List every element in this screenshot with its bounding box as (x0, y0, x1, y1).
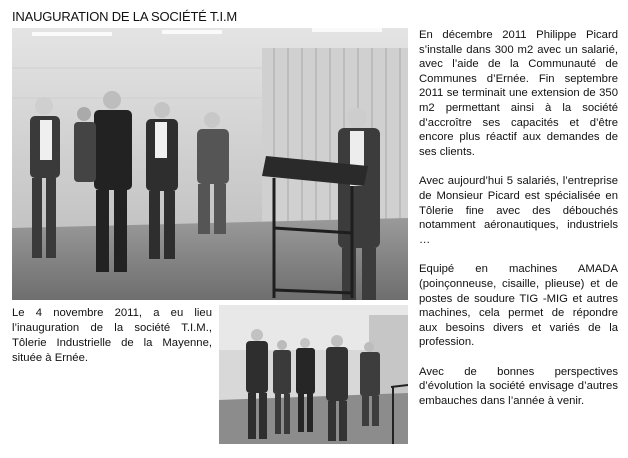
inauguration-group-photo (12, 28, 408, 300)
article-paragraph: Avec de bonnes perspectives d’évolution la société envisage d’autres embauches dans l’année à venir. (419, 365, 618, 408)
article-paragraph: Avec aujourd’hui 5 salariés, l’entreprise de Monsieur Picard est spécialisée en Tôlerie fine avec des débouchés notamment aéronautiques, industriels … (419, 175, 618, 246)
article-paragraph: Equipé en machines AMADA (poinçonneuse, cisaille, plieuse) et de postes de soudure TIG -MIG et autres machines, cela permet de répondre aux besoins divers et variés de la profession. (419, 263, 618, 349)
article-title: INAUGURATION DE LA SOCIÉTÉ T.I.M (12, 9, 237, 24)
photo-caption: Le 4 novembre 2011, a eu lieu l’inauguration de la société T.I.M., Tôlerie Industrielle de la Mayenne, située à Ernée. (12, 307, 212, 364)
inauguration-visit-photo (219, 305, 408, 444)
article-paragraph: En décembre 2011 Philippe Picard s’installe dans 300 m2 avec un salarié, avec l’aide de la Communauté de Communes d’Ernée. Fin septembre 2011 se terminait une extension de 350 m2 permettant ainsi à la société d’accroître ses capacités et d’être encore plus réactif aux demandes de ses clients. (419, 29, 618, 158)
photo-illustration (12, 28, 408, 300)
article-body (419, 28, 618, 409)
photo-illustration (219, 305, 408, 444)
